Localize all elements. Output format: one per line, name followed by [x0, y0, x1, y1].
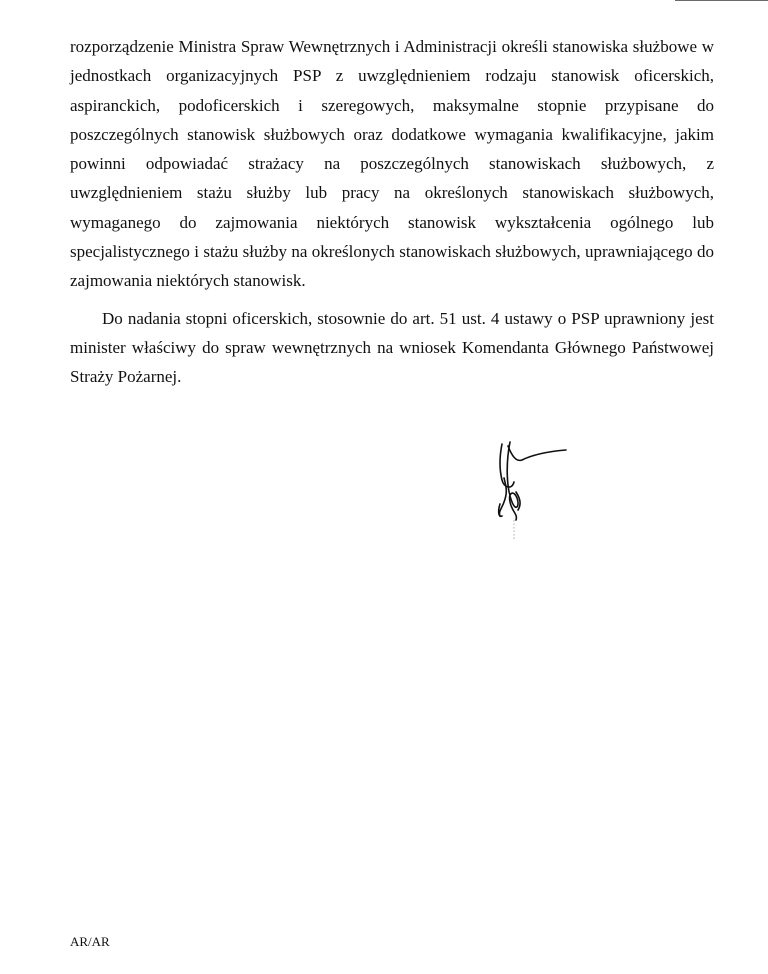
top-edge-rule	[675, 0, 768, 1]
paragraph-2: Do nadania stopni oficerskich, stosownie do art. 51 ust. 4 ustawy o PSP uprawniony jest minister właściwy do spraw wewnętrznych na wniosek Komendanta Głównego Państwowej Straży Pożarnej.	[70, 308, 714, 387]
handwritten-signature	[492, 432, 572, 542]
footer-initials: AR/AR	[70, 934, 110, 949]
paragraph-1: rozporządzenie Ministra Spraw Wewnętrznych i Administracji określi stanowiska służbowe w jednostkach organizacyjnych PSP z uwzględnieniem rodzaju stanowisk oficerskich, aspiranckich, podoficerskich i szeregowych, maksymalne stopnie przypisane do poszczególnych stanowisk służbowych oraz dodatkowe wymagania kwalifikacyjne, jakim powinni odpowiadać strażacy na poszczególnych stanowiskach służbowych, z uwzględnieniem stażu służby lub pracy na określonych stanowiskach służbowych, wymaganego do zajmowania niektórych stanowisk wykształcenia ogólnego lub specjalistycznego i stażu służby na określonych stanowiskach służbowych, uprawniającego do zajmowania niektórych stanowisk.	[70, 37, 714, 291]
document-body	[70, 32, 714, 392]
